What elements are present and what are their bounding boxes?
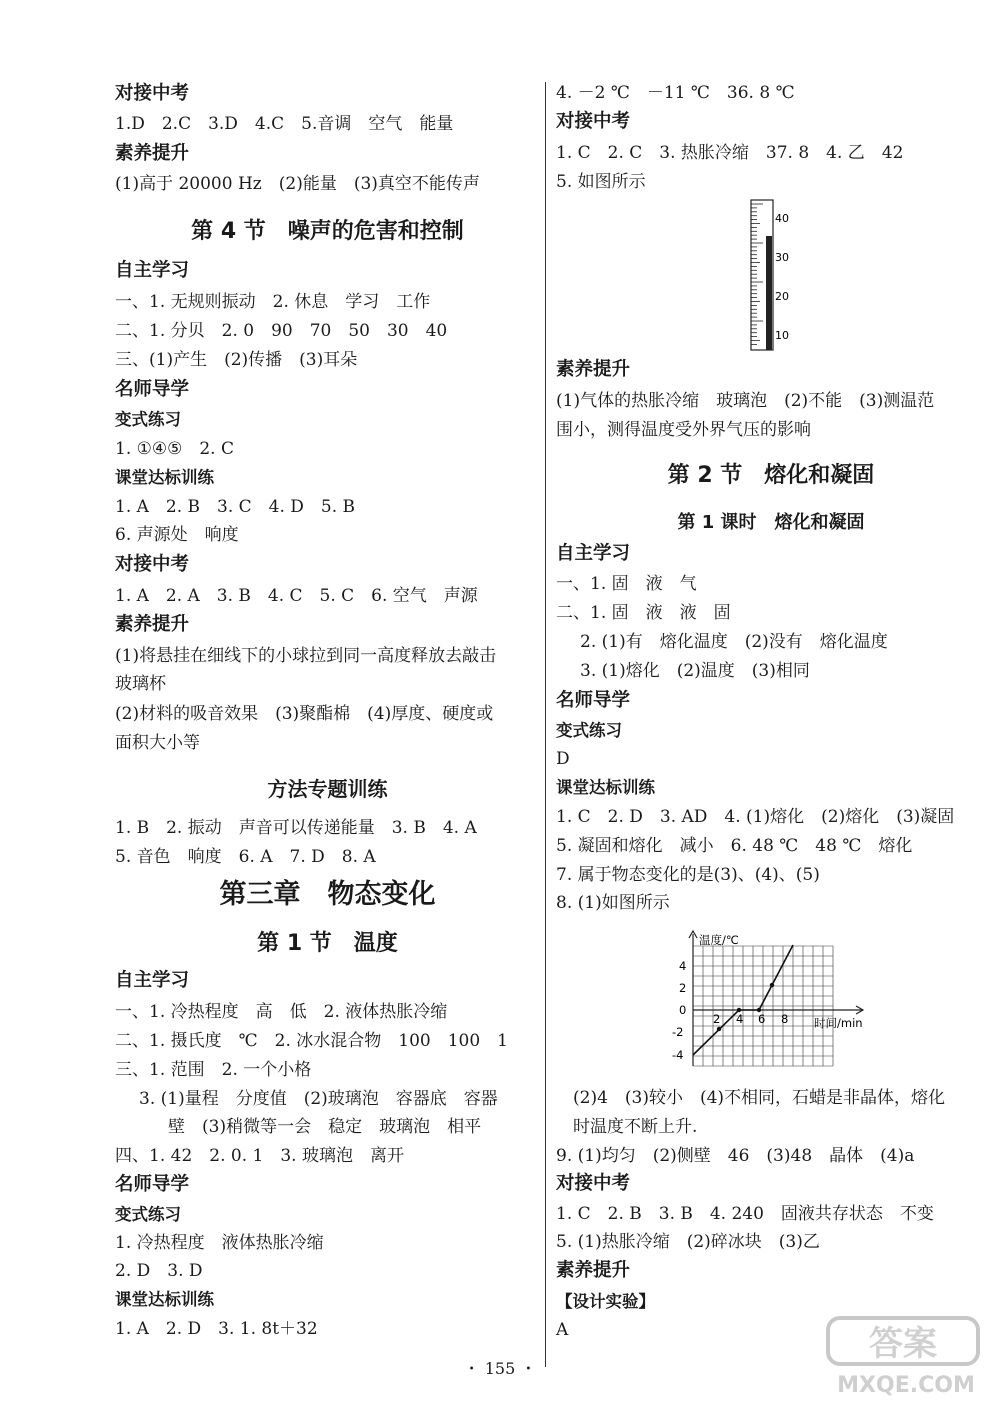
heading: 自主学习 bbox=[556, 543, 631, 564]
section-title: 第 2 节 熔化和凝固 bbox=[667, 463, 875, 488]
scale-label: 10 bbox=[775, 329, 789, 342]
y-tick: -2 bbox=[672, 1025, 684, 1039]
lesson-title: 第 1 课时 熔化和凝固 bbox=[677, 512, 865, 533]
thermometer-liquid bbox=[766, 236, 772, 350]
y-axis-label: 温度/℃ bbox=[699, 933, 739, 947]
answer-line: 壁 (3)稍微等一会 稳定 玻璃泡 相平 bbox=[168, 1117, 482, 1137]
section-title: 第 1 节 温度 bbox=[257, 931, 398, 956]
y-tick: -4 bbox=[672, 1048, 684, 1062]
answer-line: 9. (1)均匀 (2)侧壁 46 (3)48 晶体 (4)a bbox=[556, 1146, 915, 1166]
heading: 名师导学 bbox=[556, 690, 631, 711]
answer-line: 1. C 2. C 3. 热胀冷缩 37. 8 4. 乙 42 bbox=[556, 143, 904, 163]
data-point bbox=[770, 983, 774, 987]
answer-line: 7. 属于物态变化的是(3)、(4)、(5) bbox=[556, 865, 820, 885]
answer-line: 时温度不断上升. bbox=[573, 1117, 698, 1137]
answer-line: 1. A 2. B 3. C 4. D 5. B bbox=[115, 497, 356, 517]
x-tick: 6 bbox=[758, 1012, 766, 1026]
subheading: 【设计实验】 bbox=[556, 1292, 655, 1311]
answer-line: 1.D 2.C 3.D 4.C 5.音调 空气 能量 bbox=[115, 114, 454, 134]
x-tick: 8 bbox=[781, 1012, 789, 1026]
answer-line: A bbox=[556, 1320, 569, 1340]
watermark-logo bbox=[818, 1312, 993, 1402]
answer-line: 玻璃杯 bbox=[115, 674, 166, 694]
answer-line: 一、1. 固 液 气 bbox=[556, 574, 697, 594]
answer-line: 8. (1)如图所示 bbox=[556, 893, 670, 913]
answer-line: 一、1. 冷热程度 高 低 2. 液体热胀冷缩 bbox=[115, 1002, 448, 1022]
heading: 对接中考 bbox=[115, 83, 190, 104]
answer-line: (2)4 (3)较小 (4)不相同，石蜡是非晶体，熔化 bbox=[573, 1088, 946, 1108]
answer-line: 5. 如图所示 bbox=[556, 172, 646, 192]
answer-line: 三、1. 范围 2. 一个小格 bbox=[115, 1060, 312, 1080]
heading: 自主学习 bbox=[115, 260, 190, 281]
page-number: ・ 155 ・ bbox=[463, 1359, 537, 1378]
graph-grid bbox=[693, 946, 833, 1066]
answer-line: 5. (1)热胀冷缩 (2)碎冰块 (3)乙 bbox=[556, 1232, 820, 1252]
answer-line: 1. B 2. 振动 声音可以传递能量 3. B 4. A bbox=[115, 818, 477, 838]
heading: 对接中考 bbox=[115, 554, 190, 575]
x-axis-label: 时间/min bbox=[814, 1016, 863, 1030]
subheading: 课堂达标训练 bbox=[115, 1290, 214, 1309]
answer-line: (1)高于 20000 Hz (2)能量 (3)真空不能传声 bbox=[115, 174, 480, 194]
answer-line: 2. D 3. D bbox=[115, 1261, 203, 1281]
heading: 名师导学 bbox=[115, 379, 190, 400]
heading: 素养提升 bbox=[115, 143, 190, 164]
answer-line: 5. 音色 响度 6. A 7. D 8. A bbox=[115, 847, 376, 867]
column-divider bbox=[545, 82, 546, 1367]
answer-line: 三、(1)产生 (2)传播 (3)耳朵 bbox=[115, 350, 358, 370]
answer-line: 一、1. 无规则振动 2. 休息 学习 工作 bbox=[115, 292, 431, 312]
answer-line: (1)气体的热胀冷缩 玻璃泡 (2)不能 (3)测温范 bbox=[556, 391, 935, 411]
answer-line: 1. A 2. D 3. 1. 8t＋32 bbox=[115, 1319, 318, 1339]
answer-line: 5. 凝固和熔化 减小 6. 48 ℃ 48 ℃ 熔化 bbox=[556, 836, 913, 856]
subheading: 变式练习 bbox=[556, 721, 622, 740]
chapter-title: 第三章 物态变化 bbox=[219, 879, 436, 910]
heading: 素养提升 bbox=[556, 1260, 631, 1281]
answer-line: 6. 声源处 响度 bbox=[115, 525, 239, 545]
scale-label: 40 bbox=[775, 212, 789, 225]
heading: 素养提升 bbox=[115, 614, 190, 635]
section-title: 第 4 节 噪声的危害和控制 bbox=[191, 219, 464, 244]
subheading: 课堂达标训练 bbox=[115, 468, 214, 487]
y-tick: 2 bbox=[679, 981, 687, 995]
heading: 素养提升 bbox=[556, 359, 631, 380]
subheading: 课堂达标训练 bbox=[556, 778, 655, 797]
answer-line: 1. 冷热程度 液体热胀冷缩 bbox=[115, 1233, 324, 1253]
scale-label: 20 bbox=[775, 290, 789, 303]
heading: 名师导学 bbox=[115, 1174, 190, 1195]
x-tick: 2 bbox=[713, 1012, 721, 1026]
y-tick: 4 bbox=[679, 959, 687, 973]
answer-line: (1)将悬挂在细线下的小球拉到同一高度释放去敲击 bbox=[115, 646, 497, 666]
answer-line: 1. C 2. D 3. AD 4. (1)熔化 (2)熔化 (3)凝固 bbox=[556, 807, 955, 827]
subheading: 变式练习 bbox=[115, 1205, 181, 1224]
x-tick: 4 bbox=[736, 1012, 744, 1026]
heading: 对接中考 bbox=[556, 1173, 631, 1194]
subheading: 变式练习 bbox=[115, 410, 181, 429]
scale-label: 30 bbox=[775, 251, 789, 264]
answer-line: 1. A 2. A 3. B 4. C 5. C 6. 空气 声源 bbox=[115, 586, 478, 606]
answer-line: 1. ①④⑤ 2. C bbox=[115, 439, 234, 459]
answer-line: 围小，测得温度受外界气压的影响 bbox=[556, 420, 811, 440]
answer-line: 二、1. 分贝 2. 0 90 70 50 30 40 bbox=[115, 321, 448, 341]
data-point bbox=[717, 1027, 721, 1031]
answer-line: 1. C 2. B 3. B 4. 240 固液共存状态 不变 bbox=[556, 1204, 934, 1224]
temperature-time-graph bbox=[671, 928, 871, 1068]
answer-line: D bbox=[556, 749, 570, 769]
watermark-glyphs: 答案 bbox=[869, 1324, 937, 1364]
answer-line: 二、1. 固 液 液 固 bbox=[556, 603, 731, 623]
answer-line: (2)材料的吸音效果 (3)聚酯棉 (4)厚度、硬度或 bbox=[115, 704, 494, 724]
thermometer-figure bbox=[746, 196, 796, 354]
heading: 对接中考 bbox=[556, 111, 631, 132]
watermark-text: MXQE.COM bbox=[837, 1373, 975, 1398]
answer-line: 4. －2 ℃ －11 ℃ 36. 8 ℃ bbox=[556, 83, 795, 103]
heading: 自主学习 bbox=[115, 970, 190, 991]
method-title: 方法专题训练 bbox=[267, 777, 388, 801]
answer-line: 面积大小等 bbox=[115, 733, 200, 753]
answer-line: 3. (1)量程 分度值 (2)玻璃泡 容器底 容器 bbox=[139, 1089, 498, 1109]
answer-line: 2. (1)有 熔化温度 (2)没有 熔化温度 bbox=[580, 632, 888, 652]
answer-line: 四、1. 42 2. 0. 1 3. 玻璃泡 离开 bbox=[115, 1146, 404, 1166]
answer-line: 3. (1)熔化 (2)温度 (3)相同 bbox=[580, 661, 810, 681]
y-tick: 0 bbox=[679, 1003, 687, 1017]
answer-line: 二、1. 摄氏度 ℃ 2. 冰水混合物 100 100 1 bbox=[115, 1031, 508, 1051]
